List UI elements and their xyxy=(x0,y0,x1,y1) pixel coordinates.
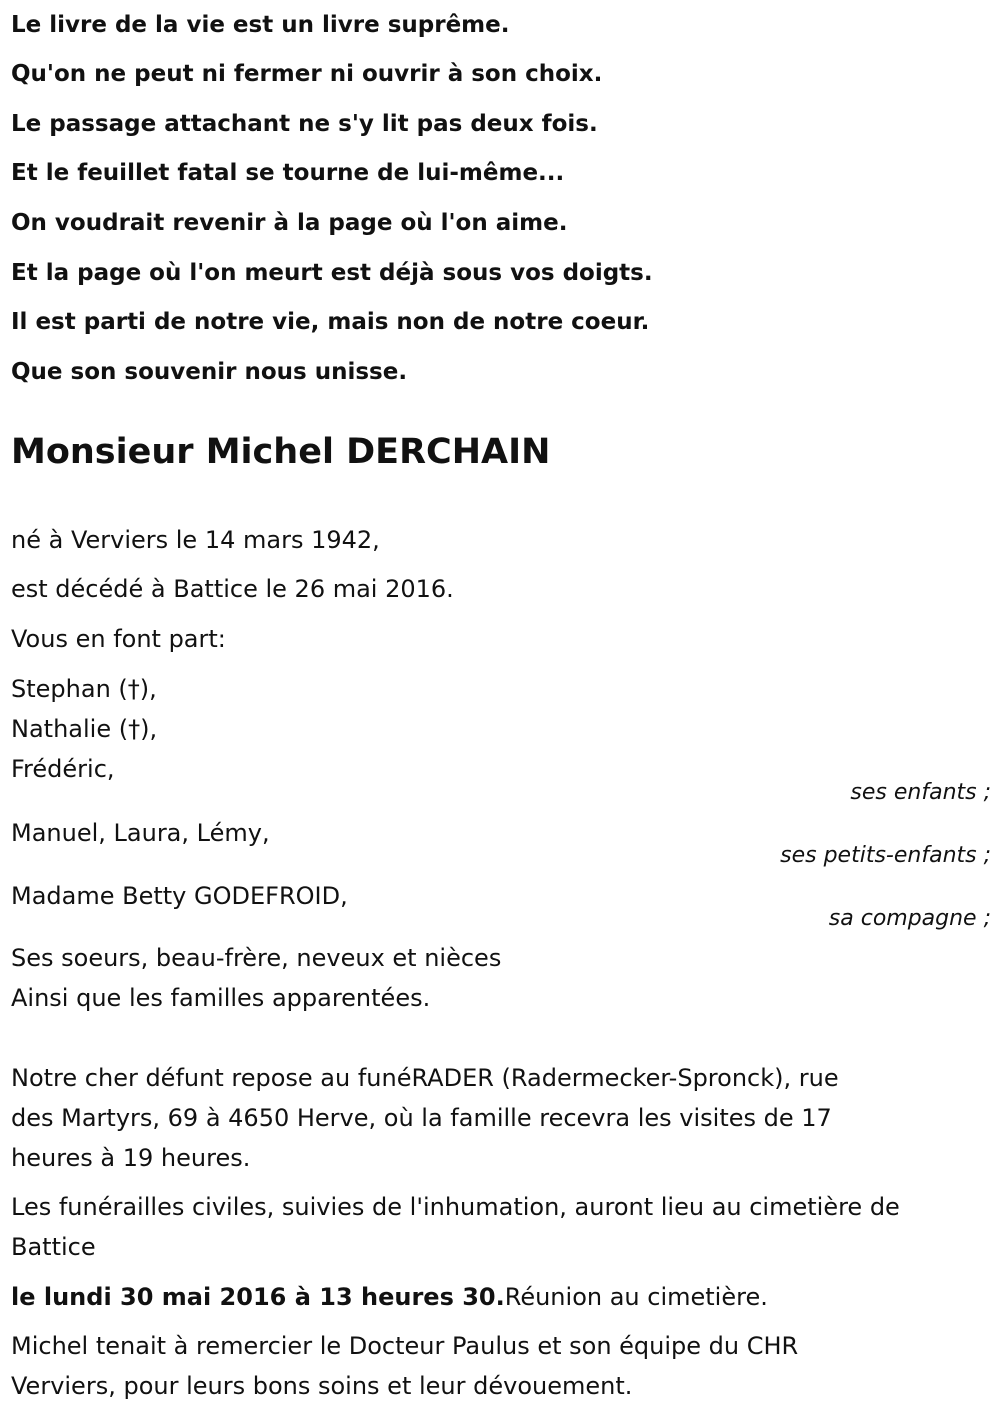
poem-line: Le passage attachant ne s'y lit pas deux fois. xyxy=(11,111,598,137)
poem-line: Et la page où l'on meurt est déjà sous vos doigts. xyxy=(11,260,653,286)
deceased-name: Monsieur Michel DERCHAIN xyxy=(11,432,551,472)
others-line: Ainsi que les familles apparentées. xyxy=(11,984,431,1012)
partner-relation: sa compagne ; xyxy=(828,906,991,931)
poem-line: Qu'on ne peut ni fermer ni ouvrir à son choix. xyxy=(11,61,603,87)
others-line: Ses soeurs, beau-frère, neveux et nièces xyxy=(11,944,502,972)
birth-line: né à Verviers le 14 mars 1942, xyxy=(11,526,380,554)
poem-line: Et le feuillet fatal se tourne de lui-même... xyxy=(11,160,565,186)
announcement-line: Vous en font part: xyxy=(11,625,226,653)
funeral-meeting: Réunion au cimetière. xyxy=(504,1283,768,1311)
rest-line: des Martyrs, 69 à 4650 Herve, où la famille recevra les visites de 17 xyxy=(11,1104,832,1132)
funeral-line: Battice xyxy=(11,1233,96,1261)
child-name: Frédéric, xyxy=(11,755,115,783)
poem-line: Que son souvenir nous unisse. xyxy=(11,359,408,385)
death-line: est décédé à Battice le 26 mai 2016. xyxy=(11,575,454,603)
child-name: Nathalie (†), xyxy=(11,715,158,743)
rest-line: heures à 19 heures. xyxy=(11,1144,251,1172)
thanks-line: Verviers, pour leurs bons soins et leur dévouement. xyxy=(11,1372,633,1400)
child-name: Stephan (†), xyxy=(11,675,157,703)
poem-line: On voudrait revenir à la page où l'on aime. xyxy=(11,210,568,236)
grandchildren-relation: ses petits-enfants ; xyxy=(780,843,991,868)
funeral-date-line xyxy=(11,1281,768,1313)
children-relation: ses enfants ; xyxy=(850,780,991,805)
grandchildren-names: Manuel, Laura, Lémy, xyxy=(11,819,270,847)
poem-line: Le livre de la vie est un livre suprême. xyxy=(11,12,510,38)
poem-line: Il est parti de notre vie, mais non de notre coeur. xyxy=(11,309,650,335)
thanks-line: Michel tenait à remercier le Docteur Paulus et son équipe du CHR xyxy=(11,1332,799,1360)
funeral-date: le lundi 30 mai 2016 à 13 heures 30. xyxy=(11,1283,505,1311)
partner-name: Madame Betty GODEFROID, xyxy=(11,882,348,910)
rest-line: Notre cher défunt repose au funéRADER (Radermecker-Spronck), rue xyxy=(11,1064,839,1092)
funeral-line: Les funérailles civiles, suivies de l'inhumation, auront lieu au cimetière de xyxy=(11,1193,900,1221)
